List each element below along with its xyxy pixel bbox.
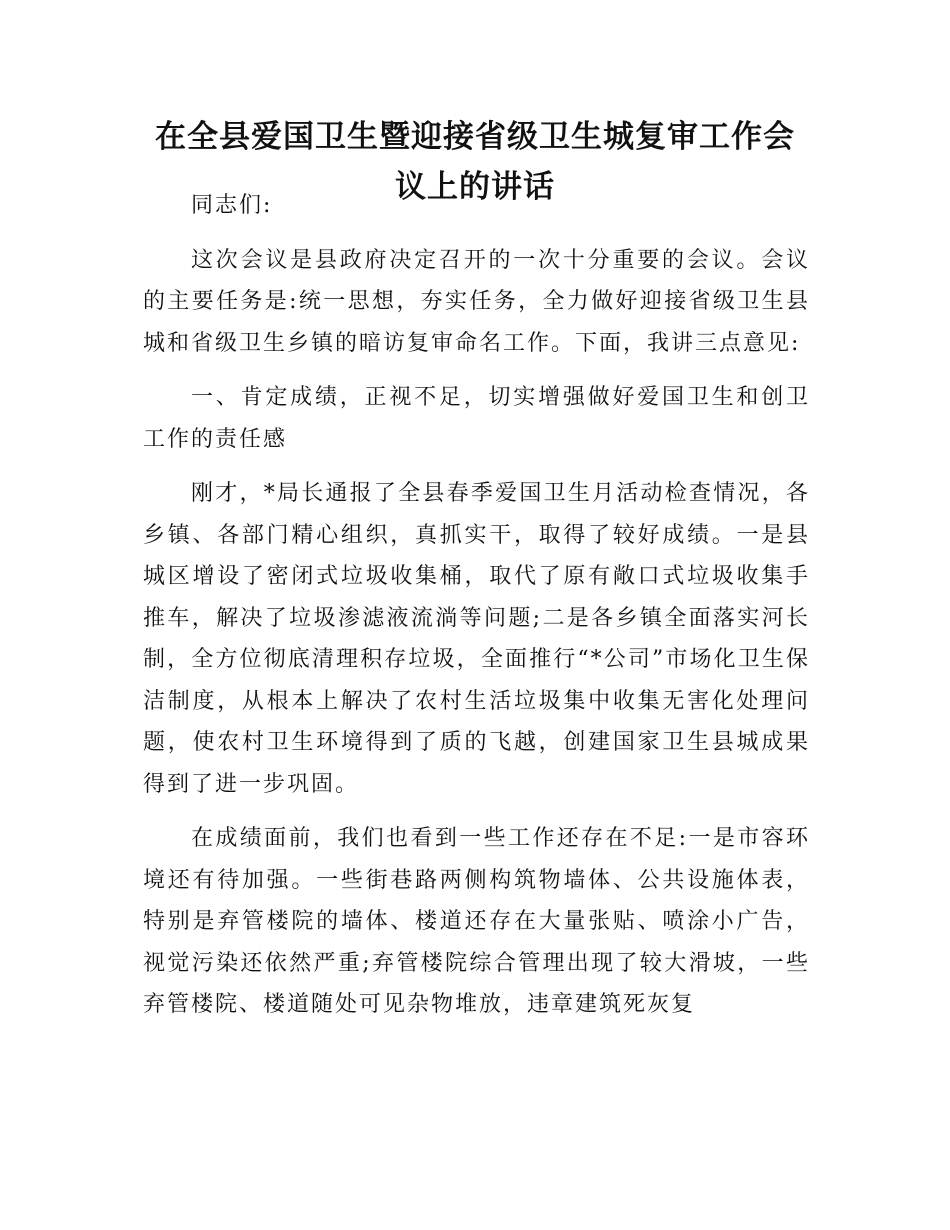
shortcomings-paragraph: 在成绩面前，我们也看到一些工作还存在不足:一是市容环境还有待加强。一些街巷路两侧构筑物墙体、公共设施体表，特别是弃管楼院的墙体、楼道还存在大量张贴、喷涂小广告，视觉污染还依然严重;弃管楼院综合管理出现了较大滑坡，一些弃管楼院、楼道随处可见杂物堆放，违章建筑死灰复 [143, 826, 810, 1017]
section-heading-1: 一、肯定成绩，正视不足，切实增强做好爱国卫生和创卫工作的责任感 [143, 385, 810, 452]
achievements-paragraph: 刚才，*局长通报了全县春季爱国卫生月活动检查情况，各乡镇、各部门精心组织，真抓实干，取得了较好成绩。一是县城区增设了密闭式垃圾收集桶，取代了原有敞口式垃圾收集手推车，解决了垃圾渗滤液流淌等问题;二是各乡镇全面落实河长制，全方位彻底清理积存垃圾，全面推行“*公司”市场化卫生保洁制度，从根本上解决了农村生活垃圾集中收集无害化处理问题，使农村卫生环境得到了质的飞越，创建国家卫生县城成果得到了进一步巩固。 [143, 481, 810, 797]
intro-paragraph: 这次会议是县政府决定召开的一次十分重要的会议。会议的主要任务是:统一思想，夯实任务，全力做好迎接省级卫生县城和省级卫生乡镇的暗访复审命名工作。下面，我讲三点意见: [143, 247, 810, 356]
salutation-paragraph: 同志们: [191, 193, 273, 218]
document-title: 在全县爱国卫生暨迎接省级卫生城复审工作会议上的讲话 [155, 119, 795, 205]
document-body [143, 185, 810, 1026]
